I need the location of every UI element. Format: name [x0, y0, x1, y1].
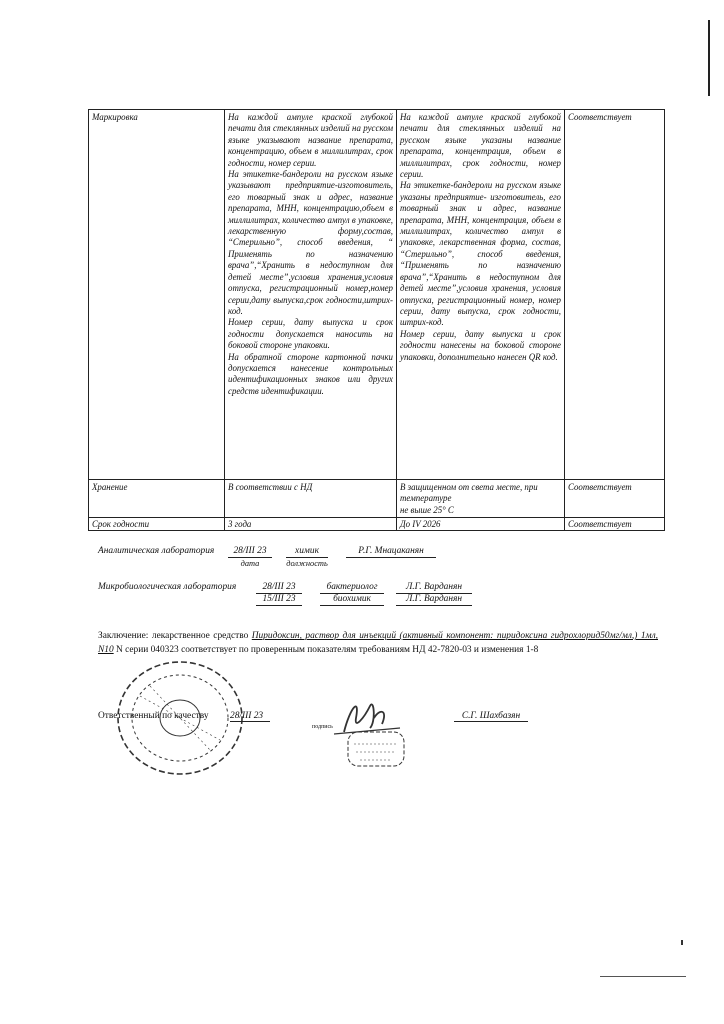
param-label: Хранение: [92, 482, 128, 492]
result-cell: [397, 480, 565, 518]
requirement-cell: [225, 480, 397, 518]
conclusion-cell: [565, 110, 665, 480]
conclusion-paragraph: [98, 630, 658, 657]
scan-edge-mark: [708, 20, 710, 96]
micro-lab-date: 28/III 23: [256, 582, 302, 594]
requirement-cell: [225, 518, 397, 531]
micro-lab-line: [98, 582, 518, 608]
micro-lab-date: 15/III 23: [256, 594, 302, 606]
micro-lab-position: бактериолог: [320, 582, 384, 594]
product-name: Пиридоксин, раствор для инъекций (активный компонент: пиридоксина гидрохлорид50мг/мл,) 1мл, N10: [98, 631, 658, 655]
micro-lab-position: биохимик: [320, 594, 384, 606]
analytic-lab-name: Р.Г. Мнацаканян: [346, 546, 436, 558]
analytic-lab-position: химик: [286, 546, 328, 558]
signature-with-stamp: [330, 688, 420, 788]
analytic-lab-date: 28/III 23: [228, 546, 272, 558]
requirement-cell: [225, 110, 397, 480]
conclusion-text: Соответствует: [568, 482, 632, 492]
result-cell: [397, 110, 565, 480]
caption-position: должность: [286, 559, 328, 568]
responsible-date: 28/III 23: [230, 711, 270, 722]
conclusion-text: Соответствует: [568, 519, 632, 530]
table-row: [89, 110, 665, 480]
bottom-rule: [600, 976, 686, 977]
micro-lab-name: Л.Г. Варданян: [396, 582, 472, 594]
param-label: Маркировка: [92, 112, 138, 122]
table-row: [89, 518, 665, 531]
micro-lab-name: Л.Г. Варданян: [396, 594, 472, 606]
signature-caption: подпись: [312, 724, 333, 730]
specification-table: [88, 109, 665, 531]
conclusion-text: лекарственное средство: [151, 631, 249, 641]
conclusion-text: Соответствует: [568, 112, 632, 122]
requirement-text: 3 года: [228, 519, 252, 530]
conclusion-label: Заключение:: [98, 631, 149, 641]
param-cell: [89, 518, 225, 531]
conclusion-cell: [565, 518, 665, 531]
conclusion-text: N серии 040323 соответствует по проверенным показателям требованиям НД 42-7820-03 и изменения 1-8: [115, 644, 539, 655]
responsible-name: С.Г. Шахбазян: [454, 711, 528, 722]
requirement-text: На каждой ампуле краской глубокой печати для стеклянных изделий на русском языке указывают название препарата, концентрацию, объем в миллилитрах, срок годности, номер серии. На этикетке-бандероли на русском языке указывают предприятие-изготовитель, его товарный знак и адрес, название препарата, МНН, концентрацию,объем в миллилитрах, количество ампул в упаковке, лекарственную форму,состав, “Стерильно”, способ введения, “ Применять по назначению врача”,“Хранить в недоступном для детей месте”,условия хранения,условия отпуска, регистрационный номер,номер серии,дату выпуска,срок годности,штрих-код. Номер серии, дату выпуска и срок годности допускается наносить на боковой стороне упаковки. На обратной стороне картонной пачки допускается нанесение контрольных идентификационных знаков или других средств идентификации.: [228, 112, 393, 396]
conclusion-cell: [565, 480, 665, 518]
micro-lab-label: Микробиологическая лаборатория: [98, 582, 237, 592]
result-text: В защищенном от света месте, при температуре не выше 25° С: [400, 482, 538, 515]
responsible-label: Ответственный по качеству: [98, 711, 209, 721]
caption-date: дата: [240, 559, 260, 568]
result-text: На каждой ампуле краской глубокой печати для стеклянных изделий на русском языке указаны название препарата, концентрация, объем в миллилитрах, срок годности, номер серии. На этикетке-бандероли на русском языке указаны предприятие- изготовитель, его товарный знак и адрес, название препарата, МНН, концентрация, объем в миллилитрах, количество ампул в упаковке, лекарственная форма, состав, “Стерильно”, способ введения, “Применять по назначению врача”,“Хранить в недоступном для детей месте”,условия хранения, условия отпуска, регистрационный номер, номер серии, дату выпуска, срок годности, штрих-код. Номер серии, дату выпуска и срок годности нанесены на боковой стороне упаковки, дополнительно нанесен QR код.: [400, 112, 561, 362]
param-cell: [89, 110, 225, 480]
param-cell: [89, 480, 225, 518]
analytic-lab-line: [98, 546, 498, 570]
result-cell: [397, 518, 565, 531]
result-text: До IV 2026: [400, 519, 441, 530]
table-row: [89, 480, 665, 518]
analytic-lab-label: Аналитическая лаборатория: [98, 546, 215, 556]
requirement-text: В соответствии с НД: [228, 482, 313, 492]
scan-speck: [681, 940, 683, 945]
param-label: Срок годности: [92, 519, 150, 530]
